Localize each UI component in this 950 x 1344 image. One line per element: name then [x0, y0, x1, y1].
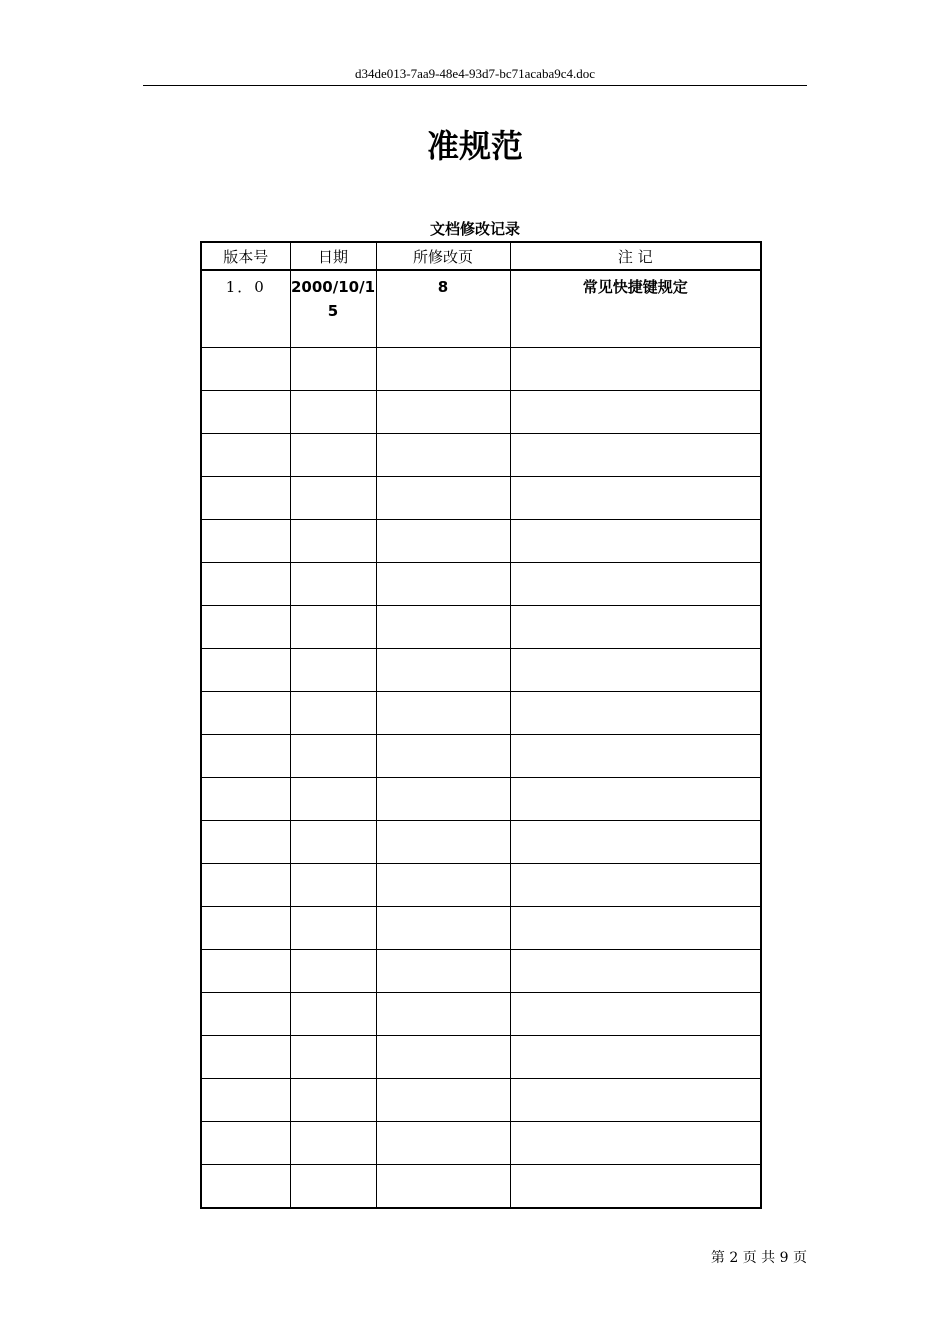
table-row [201, 692, 761, 735]
table-row [201, 606, 761, 649]
cell-pages [376, 778, 510, 821]
document-title: 准规范 [426, 127, 523, 165]
cell-pages [376, 907, 510, 950]
cell-version [201, 993, 290, 1036]
cell-date [290, 520, 376, 563]
cell-date [290, 391, 376, 434]
cell-date [290, 950, 376, 993]
table-row [201, 864, 761, 907]
table-header-row [201, 242, 761, 270]
cell-note [510, 391, 761, 434]
table-row [201, 950, 761, 993]
cell-version [201, 1036, 290, 1079]
cell-pages [376, 821, 510, 864]
page-number: 第 2 页 共 9 页 [710, 1250, 807, 1266]
cell-note [510, 563, 761, 606]
cell-pages [376, 735, 510, 778]
cell-date [290, 1122, 376, 1165]
cell-version [201, 864, 290, 907]
cell-version [201, 649, 290, 692]
cell-date [290, 821, 376, 864]
cell-version [201, 1122, 290, 1165]
cell-date [290, 993, 376, 1036]
cell-date [290, 434, 376, 477]
cell-version [201, 950, 290, 993]
cell-version [201, 692, 290, 735]
cell-note [510, 1122, 761, 1165]
cell-pages [376, 520, 510, 563]
cell-version [201, 821, 290, 864]
column-header-date: 日期 [290, 242, 376, 270]
cell-note [510, 864, 761, 907]
cell-note [510, 907, 761, 950]
cell-date [290, 864, 376, 907]
cell-pages [376, 477, 510, 520]
cell-note [510, 649, 761, 692]
cell-version [201, 606, 290, 649]
table-row [201, 1036, 761, 1079]
cell-pages [376, 434, 510, 477]
cell-version [201, 520, 290, 563]
cell-date [290, 477, 376, 520]
cell-date [290, 606, 376, 649]
cell-version [201, 735, 290, 778]
table-row [201, 477, 761, 520]
cell-pages [376, 391, 510, 434]
cell-pages [376, 692, 510, 735]
cell-pages [376, 563, 510, 606]
table-row [201, 735, 761, 778]
cell-date [290, 735, 376, 778]
cell-note [510, 606, 761, 649]
table-row [201, 649, 761, 692]
cell-note [510, 1165, 761, 1209]
table-row [201, 993, 761, 1036]
cell-note [510, 993, 761, 1036]
cell-pages [376, 649, 510, 692]
cell-pages [376, 1079, 510, 1122]
cell-note [510, 692, 761, 735]
cell-date [290, 649, 376, 692]
cell-pages [376, 606, 510, 649]
cell-version [201, 778, 290, 821]
cell-version [201, 434, 290, 477]
column-header-note: 注 记 [510, 242, 761, 270]
cell-pages [376, 993, 510, 1036]
cell-version [201, 391, 290, 434]
cell-version [201, 563, 290, 606]
cell-note [510, 950, 761, 993]
cell-note [510, 821, 761, 864]
revision-table [200, 241, 762, 1209]
header-divider [143, 85, 807, 86]
cell-version: 1．0 [201, 270, 290, 348]
table-row [201, 563, 761, 606]
table-row [201, 434, 761, 477]
cell-pages [376, 864, 510, 907]
cell-version [201, 907, 290, 950]
cell-date [290, 1036, 376, 1079]
cell-date [290, 778, 376, 821]
cell-pages [376, 1122, 510, 1165]
cell-pages [376, 348, 510, 391]
cell-note: 常见快捷键规定 [510, 270, 761, 348]
cell-date [290, 563, 376, 606]
table-row [201, 1165, 761, 1209]
document-filename: d34de013-7aa9-48e4-93d7-bc71acaba9c4.doc [354, 66, 596, 81]
table-row [201, 391, 761, 434]
cell-note [510, 1079, 761, 1122]
table-row [201, 778, 761, 821]
cell-version [201, 1165, 290, 1209]
cell-note [510, 348, 761, 391]
cell-date [290, 907, 376, 950]
cell-note [510, 434, 761, 477]
table-row [201, 1122, 761, 1165]
cell-pages: 8 [376, 270, 510, 348]
cell-date [290, 348, 376, 391]
table-row [201, 270, 761, 348]
cell-version [201, 1079, 290, 1122]
cell-pages [376, 1165, 510, 1209]
cell-pages [376, 950, 510, 993]
revision-table-caption: 文档修改记录 [429, 220, 520, 238]
cell-date [290, 1079, 376, 1122]
table-row [201, 821, 761, 864]
cell-note [510, 735, 761, 778]
column-header-version: 版本号 [201, 242, 290, 270]
cell-date [290, 692, 376, 735]
cell-date: 2000/10/15 [290, 270, 376, 348]
table-row [201, 1079, 761, 1122]
cell-note [510, 520, 761, 563]
column-header-pages: 所修改页 [376, 242, 510, 270]
cell-pages [376, 1036, 510, 1079]
table-row [201, 348, 761, 391]
cell-date [290, 1165, 376, 1209]
table-row [201, 907, 761, 950]
cell-version [201, 477, 290, 520]
table-row [201, 520, 761, 563]
cell-note [510, 1036, 761, 1079]
cell-version [201, 348, 290, 391]
cell-note [510, 778, 761, 821]
cell-note [510, 477, 761, 520]
